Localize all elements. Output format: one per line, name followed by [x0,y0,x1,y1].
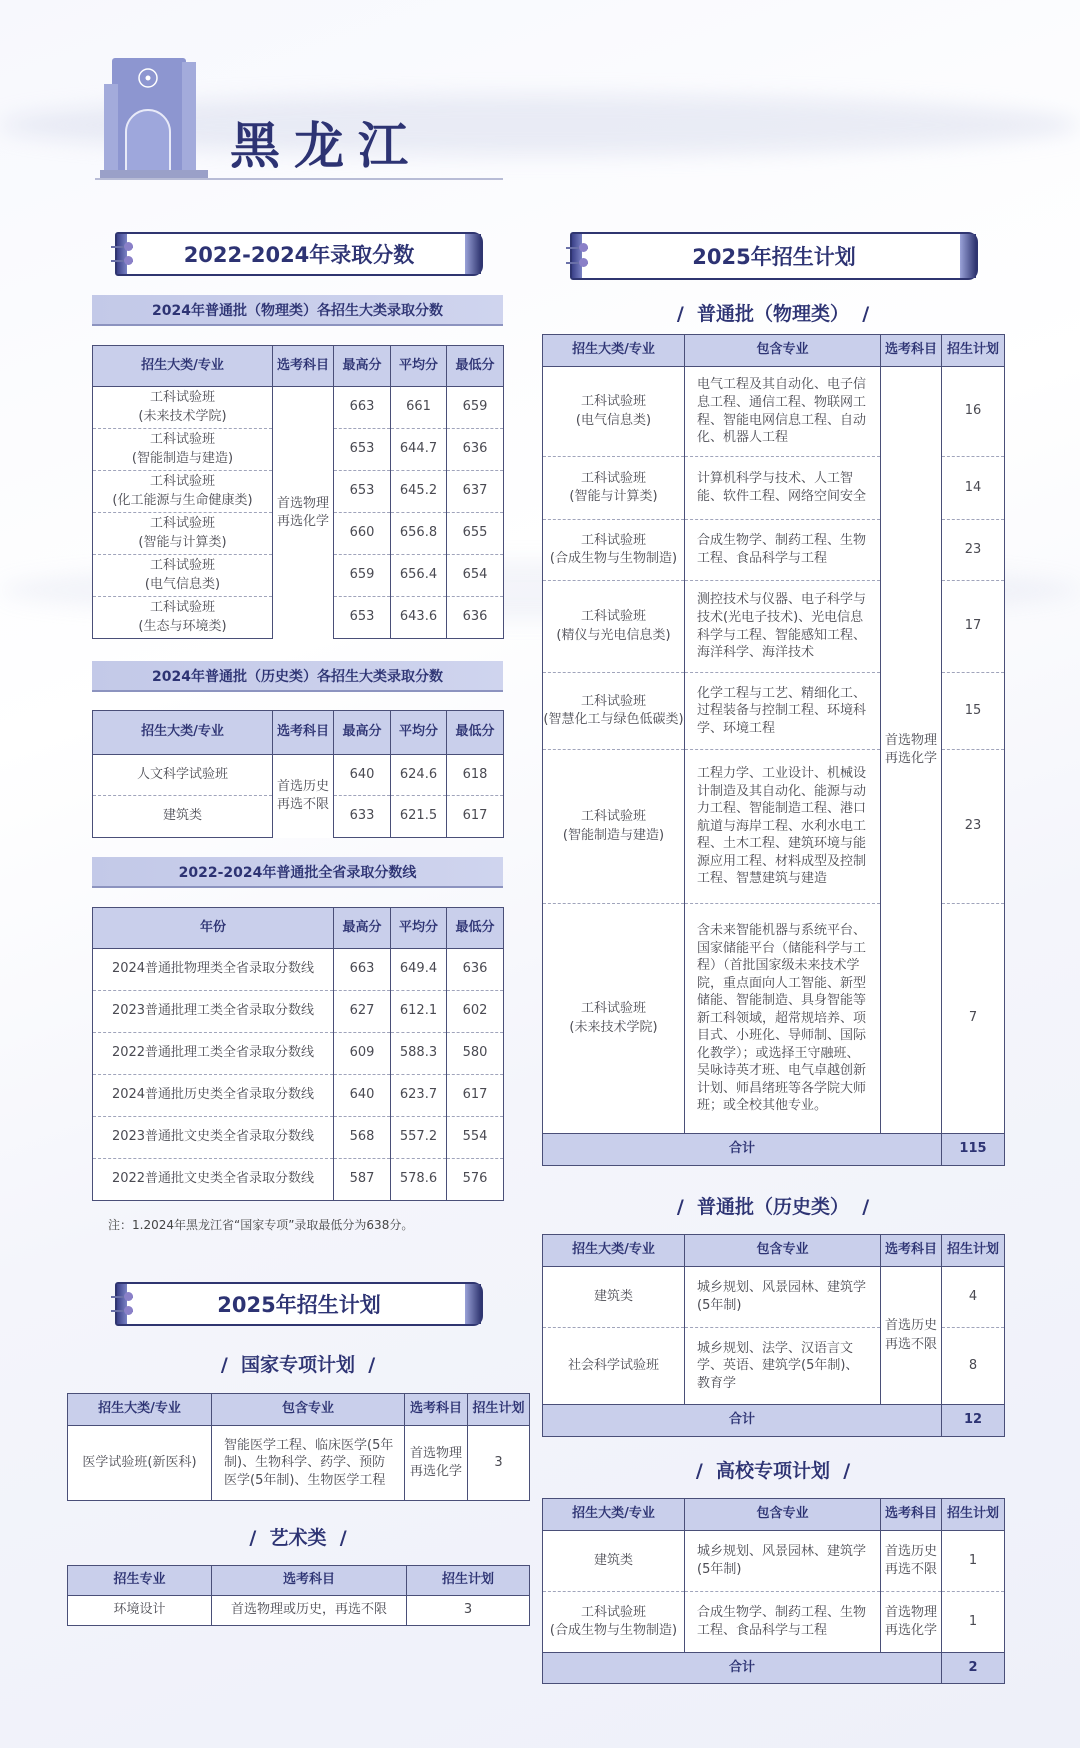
column-header: 包含专业 [685,1235,881,1267]
table-row [543,1267,1005,1328]
banner-scores [115,232,483,276]
table-cell: 612.1 [391,991,447,1033]
total-label: 合计 [543,1653,942,1684]
column-header: 选考科目 [273,346,334,387]
column-header: 最高分 [334,346,391,387]
table-row [68,1426,530,1501]
majors-cell: 工程力学、工业设计、机械设计制造及其自动化、能源与动力工程、智能制造工程、港口航道与海岸工程、水利水电工程、土木工程、建筑环境与能源应用工程、材料成型及控制工程、智慧建筑与建造 [685,750,881,904]
table-cell: 工科试验班 (未来技术学院) [93,387,273,429]
table-cell: 工科试验班 (电气信息类) [543,367,685,457]
table-cell: 2024普通批历史类全省录取分数线 [93,1075,334,1117]
physics-2025-plan-table [542,334,1005,1166]
subject-requirement-cell: 首选历史 再选不限 [273,755,334,838]
table-cell: 645.2 [391,471,447,513]
table-cell: 工科试验班 (精仪与光电信息类) [543,581,685,673]
majors-cell: 城乡规划、风景园林、建筑学(5年制) [685,1267,881,1328]
column-header: 招生计划 [407,1566,530,1596]
physics-2024-scores-table [92,345,504,639]
table-cell: 环境设计 [68,1596,212,1626]
table-row [543,1592,1005,1653]
table-cell: 建筑类 [543,1531,685,1592]
title-divider [95,178,503,180]
table-cell: 661 [391,387,447,429]
header-row [543,1235,1005,1267]
table-cell: 2023普通批文史类全省录取分数线 [93,1117,334,1159]
column-header: 招生计划 [942,335,1005,367]
table-cell: 655 [447,513,504,555]
table-cell: 627 [334,991,391,1033]
column-header: 包含专业 [212,1394,405,1426]
table-cell: 602 [447,991,504,1033]
banner-label: 2025年招生计划 [692,245,856,269]
table-cell: 587 [334,1159,391,1201]
national-special-plan-table [67,1393,530,1501]
majors-cell: 合成生物学、制药工程、生物工程、食品科学与工程 [685,1592,881,1653]
table-cell: 643.6 [391,597,447,639]
table-cell: 14 [942,457,1005,520]
majors-cell: 含未来智能机器与系统平台、国家储能平台（储能科学与工程）（首批国家级未来技术学院，重点面向人工智能、新型储能、智能制造、具身智能等新工科领域，超常规培养、项目式、小班化、导师制、国际化教学）；或选择王守融班、吴咏诗英才班、电气卓越创新计划、师昌绪班等各学院大师班；或全校其他专业。 [685,904,881,1134]
table-row [93,387,504,429]
column-header: 招生大类/专业 [93,346,273,387]
table-row [93,1117,504,1159]
subject-requirement-cell: 首选物理 再选化学 [273,387,334,639]
column-header: 平均分 [391,908,447,949]
table-cell: 636 [447,597,504,639]
table-cell: 557.2 [391,1117,447,1159]
table-cell: 618 [447,755,504,796]
table-cell: 644.7 [391,429,447,471]
column-header: 最低分 [447,908,504,949]
province-title: 黑龙江 [230,117,422,175]
total-row [543,1134,1005,1166]
majors-cell: 测控技术与仪器、电子科学与技术(光电子技术)、光电信息科学与工程、智能感知工程、海洋科学、海洋技术 [685,581,881,673]
column-header: 招生大类/专业 [68,1394,212,1426]
table-cell: 653 [334,471,391,513]
table-cell: 工科试验班 (合成生物与生物制造) [543,520,685,581]
column-header: 最低分 [447,346,504,387]
table-row [93,1033,504,1075]
table-row [543,367,1005,457]
table-cell: 637 [447,471,504,513]
table-cell: 554 [447,1117,504,1159]
table-row [93,1075,504,1117]
table-cell: 659 [334,555,391,597]
table-cell: 1 [942,1531,1005,1592]
table-row [93,755,504,796]
header-row [68,1394,530,1426]
table-cell: 15 [942,673,1005,750]
column-header: 选考科目 [212,1566,407,1596]
t8-title: / 高校专项计划 / [695,1460,851,1482]
province-cutoff-table [92,907,504,1201]
table-cell: 624.6 [391,755,447,796]
total-value: 2 [942,1653,1005,1684]
header-row [543,1499,1005,1531]
table-cell: 23 [942,520,1005,581]
table-cell: 640 [334,1075,391,1117]
header-row [93,346,504,387]
table-cell: 3 [468,1426,530,1501]
t4-title: / 国家专项计划 / [220,1354,376,1376]
art-plan-table [67,1565,530,1626]
university-special-plan-table [542,1498,1005,1684]
majors-cell: 智能医学工程、临床医学(5年制)、生物科学、药学、预防医学(5年制)、生物医学工程 [212,1426,405,1501]
total-value: 115 [942,1134,1005,1166]
table-cell: 576 [447,1159,504,1201]
table-cell: 建筑类 [543,1267,685,1328]
table-cell: 2022普通批文史类全省录取分数线 [93,1159,334,1201]
history-2024-scores-table [92,710,504,838]
table-cell: 建筑类 [93,796,273,838]
total-label: 合计 [543,1134,942,1166]
table-row [93,1159,504,1201]
table-cell: 621.5 [391,796,447,838]
column-header: 招生大类/专业 [543,1235,685,1267]
table-cell: 656.8 [391,513,447,555]
column-header: 最高分 [334,908,391,949]
column-header: 招生计划 [468,1394,530,1426]
table-cell: 工科试验班 (生态与环境类) [93,597,273,639]
table-cell: 工科试验班 (智能制造与建造) [93,429,273,471]
majors-cell: 电气工程及其自动化、电子信息工程、通信工程、物联网工程、智能电网信息工程、自动化、机器人工程 [685,367,881,457]
subject-requirement-cell: 首选物理 再选化学 [881,367,942,1134]
table-cell: 17 [942,581,1005,673]
banner-label: 2025年招生计划 [217,1293,381,1317]
column-header: 招生大类/专业 [93,711,273,755]
header-row [543,335,1005,367]
table-cell: 首选物理 再选化学 [881,1592,942,1653]
table-cell: 首选物理 再选化学 [405,1426,468,1501]
table-cell: 653 [334,429,391,471]
table-cell: 633 [334,796,391,838]
t1-title: 2024年普通批（物理类）各招生大类录取分数 [92,295,503,326]
table-row [93,991,504,1033]
majors-cell: 合成生物学、制药工程、生物工程、食品科学与工程 [685,520,881,581]
table-cell: 659 [447,387,504,429]
table-cell: 3 [407,1596,530,1626]
total-value: 12 [942,1405,1005,1437]
column-header: 平均分 [391,711,447,755]
column-header: 包含专业 [685,335,881,367]
table-cell: 首选历史 再选不限 [881,1531,942,1592]
table-cell: 4 [942,1267,1005,1328]
header-row [93,711,504,755]
table-cell: 617 [447,796,504,838]
table-row [93,949,504,991]
table-cell: 580 [447,1033,504,1075]
table-cell: 人文科学试验班 [93,755,273,796]
t3-title: 2022-2024年普通批全省录取分数线 [92,857,503,888]
university-gate-icon [100,50,208,180]
table-cell: 656.4 [391,555,447,597]
total-row [543,1653,1005,1684]
column-header: 包含专业 [685,1499,881,1531]
footnote: 注：1.2024年黑龙江省“国家专项”录取最低分为638分。 [108,1218,414,1232]
header-row [68,1566,530,1596]
table-row [543,1531,1005,1592]
majors-cell: 计算机科学与技术、人工智能、软件工程、网络空间安全 [685,457,881,520]
table-cell: 医学试验班(新医科) [68,1426,212,1501]
table-cell: 工科试验班 (智能制造与建造) [543,750,685,904]
t6-title: / 普通批（物理类） / [676,303,870,325]
column-header: 平均分 [391,346,447,387]
t2-title: 2024年普通批（历史类）各招生大类录取分数 [92,661,503,692]
banner-label: 2022-2024年录取分数 [183,243,415,267]
column-header: 选考科目 [273,711,334,755]
total-row [543,1405,1005,1437]
table-cell: 636 [447,949,504,991]
column-header: 选考科目 [881,335,942,367]
table-cell: 623.7 [391,1075,447,1117]
table-cell: 工科试验班 (电气信息类) [93,555,273,597]
majors-cell: 化学工程与工艺、精细化工、过程装备与控制工程、环境科学、环境工程 [685,673,881,750]
table-cell: 工科试验班 (智能与计算类) [543,457,685,520]
table-cell: 8 [942,1328,1005,1405]
column-header: 选考科目 [405,1394,468,1426]
history-2025-plan-table [542,1234,1005,1437]
table-cell: 工科试验班 (智慧化工与绿色低碳类) [543,673,685,750]
table-cell: 654 [447,555,504,597]
t7-title: / 普通批（历史类） / [676,1196,870,1218]
column-header: 招生大类/专业 [543,335,685,367]
column-header: 招生大类/专业 [543,1499,685,1531]
column-header: 招生计划 [942,1235,1005,1267]
majors-cell: 城乡规划、风景园林、建筑学(5年制) [685,1531,881,1592]
total-label: 合计 [543,1405,942,1437]
table-cell: 2022普通批理工类全省录取分数线 [93,1033,334,1075]
table-cell: 663 [334,949,391,991]
table-cell: 工科试验班 (智能与计算类) [93,513,273,555]
table-cell: 649.4 [391,949,447,991]
table-cell: 工科试验班 (合成生物与生物制造) [543,1592,685,1653]
subject-requirement-cell: 首选历史 再选不限 [881,1267,942,1405]
table-row [68,1596,530,1626]
table-cell: 660 [334,513,391,555]
table-cell: 617 [447,1075,504,1117]
table-cell: 23 [942,750,1005,904]
table-cell: 1 [942,1592,1005,1653]
banner-plan-left [115,1282,483,1326]
table-cell: 636 [447,429,504,471]
table-cell: 首选物理或历史，再选不限 [212,1596,407,1626]
t5-title: / 艺术类 / [249,1527,347,1549]
table-cell: 16 [942,367,1005,457]
table-cell: 社会科学试验班 [543,1328,685,1405]
table-cell: 工科试验班 (未来技术学院) [543,904,685,1134]
table-cell: 568 [334,1117,391,1159]
table-cell: 工科试验班 (化工能源与生命健康类) [93,471,273,513]
table-cell: 588.3 [391,1033,447,1075]
table-cell: 609 [334,1033,391,1075]
table-cell: 653 [334,597,391,639]
column-header: 选考科目 [881,1499,942,1531]
table-cell: 578.6 [391,1159,447,1201]
table-cell: 640 [334,755,391,796]
majors-cell: 城乡规划、法学、汉语言文学、英语、建筑学(5年制)、教育学 [685,1328,881,1405]
column-header: 招生专业 [68,1566,212,1596]
table-cell: 663 [334,387,391,429]
column-header: 最低分 [447,711,504,755]
column-header: 年份 [93,908,334,949]
table-cell: 2024普通批物理类全省录取分数线 [93,949,334,991]
banner-plan-right [570,232,978,280]
header-row [93,908,504,949]
table-cell: 2023普通批理工类全省录取分数线 [93,991,334,1033]
column-header: 招生计划 [942,1499,1005,1531]
table-cell: 7 [942,904,1005,1134]
column-header: 最高分 [334,711,391,755]
column-header: 选考科目 [881,1235,942,1267]
